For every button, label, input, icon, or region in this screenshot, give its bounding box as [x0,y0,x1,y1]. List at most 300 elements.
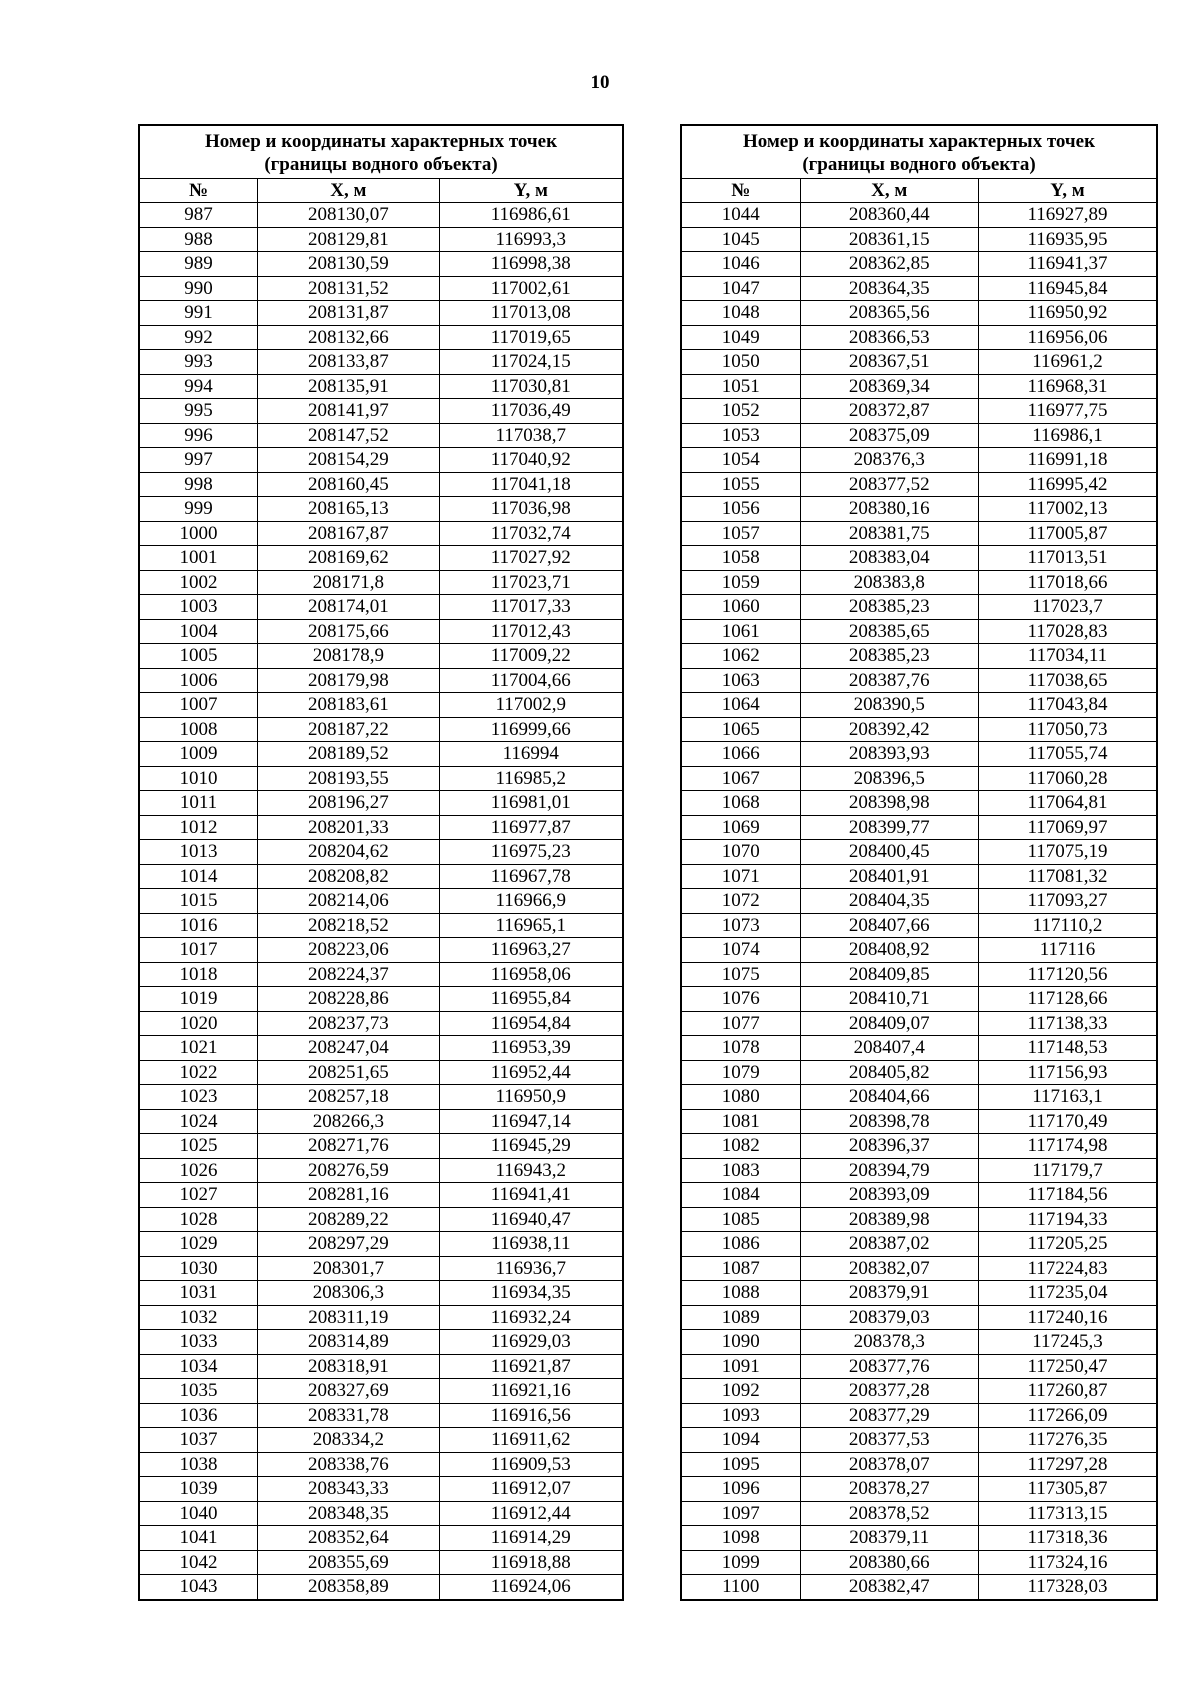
point-number-cell: 1005 [139,644,258,669]
x-coordinate-cell: 208131,87 [258,301,440,326]
x-coordinate-cell: 208361,15 [800,227,979,252]
x-coordinate-cell: 208338,76 [258,1452,440,1477]
y-coordinate-cell: 117004,66 [439,668,623,693]
y-coordinate-cell: 117043,84 [979,693,1158,718]
x-coordinate-cell: 208377,53 [800,1428,979,1453]
point-number-cell: 1084 [681,1183,800,1208]
point-number-cell: 1024 [139,1109,258,1134]
x-coordinate-cell: 208382,47 [800,1575,979,1600]
x-coordinate-cell: 208297,29 [258,1232,440,1257]
x-coordinate-cell: 208399,77 [800,815,979,840]
x-coordinate-cell: 208289,22 [258,1207,440,1232]
y-coordinate-cell: 116921,16 [439,1379,623,1404]
table-row [681,693,1157,718]
y-coordinate-cell: 117328,03 [979,1575,1158,1600]
y-coordinate-cell: 116986,61 [439,203,623,228]
x-coordinate-cell: 208193,55 [258,766,440,791]
x-coordinate-cell: 208276,59 [258,1158,440,1183]
y-coordinate-cell: 117027,92 [439,546,623,571]
table-row [681,1207,1157,1232]
table-row [681,301,1157,326]
table-row [139,742,623,767]
point-number-cell: 1002 [139,570,258,595]
point-number-cell: 1081 [681,1109,800,1134]
y-coordinate-cell: 117093,27 [979,889,1158,914]
x-coordinate-cell: 208367,51 [800,350,979,375]
x-coordinate-cell: 208204,62 [258,840,440,865]
y-coordinate-cell: 116953,39 [439,1036,623,1061]
table-row [681,1256,1157,1281]
table-row [139,619,623,644]
x-coordinate-cell: 208301,7 [258,1256,440,1281]
point-number-cell: 1011 [139,791,258,816]
table-row [139,1256,623,1281]
x-coordinate-cell: 208376,3 [800,448,979,473]
x-coordinate-cell: 208358,89 [258,1575,440,1600]
point-number-cell: 1099 [681,1550,800,1575]
y-coordinate-cell: 117138,33 [979,1011,1158,1036]
x-coordinate-cell: 208178,9 [258,644,440,669]
x-coordinate-cell: 208189,52 [258,742,440,767]
x-coordinate-cell: 208318,91 [258,1354,440,1379]
x-coordinate-cell: 208378,07 [800,1452,979,1477]
table-row [139,521,623,546]
y-coordinate-cell: 117260,87 [979,1379,1158,1404]
table-row [681,1281,1157,1306]
point-number-cell: 1100 [681,1575,800,1600]
y-coordinate-cell: 117116 [979,938,1158,963]
point-number-cell: 1027 [139,1183,258,1208]
y-coordinate-cell: 117036,49 [439,399,623,424]
point-number-cell: 1026 [139,1158,258,1183]
x-coordinate-cell: 208167,87 [258,521,440,546]
table-row [681,717,1157,742]
table-row [139,276,623,301]
point-number-cell: 1008 [139,717,258,742]
point-number-cell: 999 [139,497,258,522]
y-coordinate-cell: 117002,61 [439,276,623,301]
y-coordinate-cell: 117313,15 [979,1501,1158,1526]
y-coordinate-cell: 116943,2 [439,1158,623,1183]
table-body [139,203,623,1600]
x-coordinate-cell: 208251,65 [258,1060,440,1085]
point-number-cell: 998 [139,472,258,497]
table-row [139,546,623,571]
table-row [681,227,1157,252]
x-coordinate-cell: 208141,97 [258,399,440,424]
table-row [139,1232,623,1257]
y-coordinate-cell: 116952,44 [439,1060,623,1085]
table-row [681,325,1157,350]
table-row [139,252,623,277]
column-header-y: Y, м [439,179,623,203]
x-coordinate-cell: 208355,69 [258,1550,440,1575]
x-coordinate-cell: 208385,23 [800,644,979,669]
point-number-cell: 1032 [139,1305,258,1330]
x-coordinate-cell: 208369,34 [800,374,979,399]
y-coordinate-cell: 117128,66 [979,987,1158,1012]
x-coordinate-cell: 208237,73 [258,1011,440,1036]
point-number-cell: 1061 [681,619,800,644]
x-coordinate-cell: 208365,56 [800,301,979,326]
point-number-cell: 1045 [681,227,800,252]
table-row [681,742,1157,767]
point-number-cell: 1041 [139,1526,258,1551]
table-row [681,1330,1157,1355]
x-coordinate-cell: 208409,85 [800,962,979,987]
point-number-cell: 1040 [139,1501,258,1526]
point-number-cell: 989 [139,252,258,277]
table-row [139,791,623,816]
x-coordinate-cell: 208387,76 [800,668,979,693]
y-coordinate-cell: 117036,98 [439,497,623,522]
x-coordinate-cell: 208187,22 [258,717,440,742]
point-number-cell: 1012 [139,815,258,840]
x-coordinate-cell: 208396,37 [800,1134,979,1159]
point-number-cell: 1066 [681,742,800,767]
table-row [681,1134,1157,1159]
point-number-cell: 1056 [681,497,800,522]
y-coordinate-cell: 116986,1 [979,423,1158,448]
y-coordinate-cell: 117075,19 [979,840,1158,865]
y-coordinate-cell: 116916,56 [439,1403,623,1428]
table-caption-line2: (границы водного объекта) [264,154,498,175]
y-coordinate-cell: 116938,11 [439,1232,623,1257]
table-row [681,1232,1157,1257]
point-number-cell: 1015 [139,889,258,914]
table-row [681,276,1157,301]
table-row [681,399,1157,424]
table-row [139,1550,623,1575]
table-row [139,1036,623,1061]
x-coordinate-cell: 208398,98 [800,791,979,816]
point-number-cell: 1062 [681,644,800,669]
table-row [139,423,623,448]
point-number-cell: 1014 [139,864,258,889]
y-coordinate-cell: 117250,47 [979,1354,1158,1379]
y-coordinate-cell: 117148,53 [979,1036,1158,1061]
y-coordinate-cell: 117081,32 [979,864,1158,889]
x-coordinate-cell: 208331,78 [258,1403,440,1428]
table-row [681,1354,1157,1379]
x-coordinate-cell: 208214,06 [258,889,440,914]
table-row [139,717,623,742]
x-coordinate-cell: 208381,75 [800,521,979,546]
table-row [681,252,1157,277]
y-coordinate-cell: 117024,15 [439,350,623,375]
point-number-cell: 1087 [681,1256,800,1281]
table-row [681,1550,1157,1575]
y-coordinate-cell: 116941,41 [439,1183,623,1208]
table-row [139,570,623,595]
x-coordinate-cell: 208375,09 [800,423,979,448]
x-coordinate-cell: 208362,85 [800,252,979,277]
table-body [681,203,1157,1600]
x-coordinate-cell: 208383,04 [800,546,979,571]
table-row [681,595,1157,620]
point-number-cell: 1052 [681,399,800,424]
x-coordinate-cell: 208165,13 [258,497,440,522]
point-number-cell: 1039 [139,1477,258,1502]
y-coordinate-cell: 116927,89 [979,203,1158,228]
x-coordinate-cell: 208133,87 [258,350,440,375]
x-coordinate-cell: 208379,91 [800,1281,979,1306]
table-row [139,938,623,963]
point-number-cell: 1054 [681,448,800,473]
table-row [139,1134,623,1159]
x-coordinate-cell: 208380,66 [800,1550,979,1575]
x-coordinate-cell: 208378,3 [800,1330,979,1355]
point-number-cell: 1075 [681,962,800,987]
table-row [681,938,1157,963]
table-caption-line1: Номер и координаты характерных точек [742,131,1096,152]
point-number-cell: 987 [139,203,258,228]
point-number-cell: 1070 [681,840,800,865]
y-coordinate-cell: 117297,28 [979,1452,1158,1477]
point-number-cell: 1022 [139,1060,258,1085]
point-number-cell: 1016 [139,913,258,938]
point-number-cell: 1049 [681,325,800,350]
y-coordinate-cell: 116991,18 [979,448,1158,473]
y-coordinate-cell: 116945,84 [979,276,1158,301]
x-coordinate-cell: 208314,89 [258,1330,440,1355]
point-number-cell: 1007 [139,693,258,718]
y-coordinate-cell: 117050,73 [979,717,1158,742]
point-number-cell: 997 [139,448,258,473]
table-row [681,1501,1157,1526]
point-number-cell: 1030 [139,1256,258,1281]
point-number-cell: 1051 [681,374,800,399]
y-coordinate-cell: 117324,16 [979,1550,1158,1575]
y-coordinate-cell: 116965,1 [439,913,623,938]
point-number-cell: 1067 [681,766,800,791]
y-coordinate-cell: 116954,84 [439,1011,623,1036]
table-row [681,521,1157,546]
table-row [681,889,1157,914]
x-coordinate-cell: 208135,91 [258,374,440,399]
table-caption [139,125,623,179]
point-number-cell: 1010 [139,766,258,791]
table-row [681,448,1157,473]
y-coordinate-cell: 116941,37 [979,252,1158,277]
y-coordinate-cell: 117017,33 [439,595,623,620]
table-row [681,619,1157,644]
y-coordinate-cell: 116961,2 [979,350,1158,375]
point-number-cell: 1085 [681,1207,800,1232]
y-coordinate-cell: 117034,11 [979,644,1158,669]
point-number-cell: 1047 [681,276,800,301]
y-coordinate-cell: 117041,18 [439,472,623,497]
x-coordinate-cell: 208257,18 [258,1085,440,1110]
x-coordinate-cell: 208334,2 [258,1428,440,1453]
y-coordinate-cell: 116993,3 [439,227,623,252]
table-row [681,1011,1157,1036]
y-coordinate-cell: 117002,9 [439,693,623,718]
x-coordinate-cell: 208380,16 [800,497,979,522]
x-coordinate-cell: 208129,81 [258,227,440,252]
table-row [139,1060,623,1085]
point-number-cell: 1078 [681,1036,800,1061]
point-number-cell: 1064 [681,693,800,718]
table-row [139,203,623,228]
point-number-cell: 988 [139,227,258,252]
point-number-cell: 1033 [139,1330,258,1355]
point-number-cell: 1060 [681,595,800,620]
y-coordinate-cell: 116909,53 [439,1452,623,1477]
column-header-number: № [139,179,258,203]
table-row [681,913,1157,938]
point-number-cell: 1065 [681,717,800,742]
y-coordinate-cell: 117245,3 [979,1330,1158,1355]
x-coordinate-cell: 208364,35 [800,276,979,301]
x-coordinate-cell: 208348,35 [258,1501,440,1526]
y-coordinate-cell: 116945,29 [439,1134,623,1159]
y-coordinate-cell: 116935,95 [979,227,1158,252]
x-coordinate-cell: 208147,52 [258,423,440,448]
y-coordinate-cell: 117240,16 [979,1305,1158,1330]
x-coordinate-cell: 208228,86 [258,987,440,1012]
point-number-cell: 992 [139,325,258,350]
table-row [681,546,1157,571]
x-coordinate-cell: 208389,98 [800,1207,979,1232]
y-coordinate-cell: 117156,93 [979,1060,1158,1085]
y-coordinate-cell: 117069,97 [979,815,1158,840]
table-row [681,864,1157,889]
x-coordinate-cell: 208223,06 [258,938,440,963]
y-coordinate-cell: 117019,65 [439,325,623,350]
x-coordinate-cell: 208390,5 [800,693,979,718]
table-row [139,889,623,914]
point-number-cell: 1020 [139,1011,258,1036]
point-number-cell: 1013 [139,840,258,865]
table-row [139,1354,623,1379]
table-row [139,497,623,522]
table-row [139,1305,623,1330]
x-coordinate-cell: 208392,42 [800,717,979,742]
y-coordinate-cell: 116934,35 [439,1281,623,1306]
point-number-cell: 1046 [681,252,800,277]
table-row [139,1109,623,1134]
table-row [139,448,623,473]
x-coordinate-cell: 208405,82 [800,1060,979,1085]
table-row [139,913,623,938]
point-number-cell: 1089 [681,1305,800,1330]
table-row [139,1428,623,1453]
y-coordinate-cell: 116932,24 [439,1305,623,1330]
y-coordinate-cell: 117110,2 [979,913,1158,938]
x-coordinate-cell: 208385,23 [800,595,979,620]
y-coordinate-cell: 117018,66 [979,570,1158,595]
point-number-cell: 1036 [139,1403,258,1428]
y-coordinate-cell: 116975,23 [439,840,623,865]
y-coordinate-cell: 117005,87 [979,521,1158,546]
y-coordinate-cell: 116977,87 [439,815,623,840]
y-coordinate-cell: 116995,42 [979,472,1158,497]
column-header-x: X, м [258,179,440,203]
table-row [139,693,623,718]
table-row [681,350,1157,375]
x-coordinate-cell: 208407,4 [800,1036,979,1061]
x-coordinate-cell: 208218,52 [258,913,440,938]
table-row [681,1305,1157,1330]
x-coordinate-cell: 208377,52 [800,472,979,497]
y-coordinate-cell: 117170,49 [979,1109,1158,1134]
y-coordinate-cell: 117040,92 [439,448,623,473]
table-row [681,1183,1157,1208]
x-coordinate-cell: 208201,33 [258,815,440,840]
x-coordinate-cell: 208311,19 [258,1305,440,1330]
x-coordinate-cell: 208247,04 [258,1036,440,1061]
point-number-cell: 1080 [681,1085,800,1110]
point-number-cell: 1095 [681,1452,800,1477]
point-number-cell: 1098 [681,1526,800,1551]
x-coordinate-cell: 208360,44 [800,203,979,228]
point-number-cell: 1055 [681,472,800,497]
y-coordinate-cell: 116985,2 [439,766,623,791]
x-coordinate-cell: 208398,78 [800,1109,979,1134]
x-coordinate-cell: 208327,69 [258,1379,440,1404]
table-row [681,1452,1157,1477]
table-row [139,864,623,889]
point-number-cell: 1092 [681,1379,800,1404]
point-number-cell: 1023 [139,1085,258,1110]
table-row [139,1207,623,1232]
table-row [681,840,1157,865]
x-coordinate-cell: 208377,29 [800,1403,979,1428]
point-number-cell: 1018 [139,962,258,987]
table-row [681,1060,1157,1085]
x-coordinate-cell: 208169,62 [258,546,440,571]
x-coordinate-cell: 208130,59 [258,252,440,277]
point-number-cell: 1086 [681,1232,800,1257]
x-coordinate-cell: 208385,65 [800,619,979,644]
x-coordinate-cell: 208379,11 [800,1526,979,1551]
y-coordinate-cell: 116911,62 [439,1428,623,1453]
x-coordinate-cell: 208383,8 [800,570,979,595]
y-coordinate-cell: 117266,09 [979,1403,1158,1428]
table-row [139,815,623,840]
point-number-cell: 1038 [139,1452,258,1477]
coordinates-table-right [680,124,1158,1601]
point-number-cell: 1001 [139,546,258,571]
column-header-x: X, м [800,179,979,203]
y-coordinate-cell: 117235,04 [979,1281,1158,1306]
page-number: 10 [590,72,610,93]
point-number-cell: 1019 [139,987,258,1012]
point-number-cell: 1009 [139,742,258,767]
table-row [139,350,623,375]
point-number-cell: 1059 [681,570,800,595]
y-coordinate-cell: 117012,43 [439,619,623,644]
x-coordinate-cell: 208404,35 [800,889,979,914]
table-row [681,1403,1157,1428]
x-coordinate-cell: 208410,71 [800,987,979,1012]
y-coordinate-cell: 116999,66 [439,717,623,742]
x-coordinate-cell: 208208,82 [258,864,440,889]
y-coordinate-cell: 117179,7 [979,1158,1158,1183]
column-header-number: № [681,179,800,203]
table-row [139,1403,623,1428]
y-coordinate-cell: 117064,81 [979,791,1158,816]
x-coordinate-cell: 208130,07 [258,203,440,228]
x-coordinate-cell: 208408,92 [800,938,979,963]
table-row [681,1575,1157,1600]
x-coordinate-cell: 208372,87 [800,399,979,424]
y-coordinate-cell: 117032,74 [439,521,623,546]
y-coordinate-cell: 116918,88 [439,1550,623,1575]
y-coordinate-cell: 116950,92 [979,301,1158,326]
table-row [139,472,623,497]
